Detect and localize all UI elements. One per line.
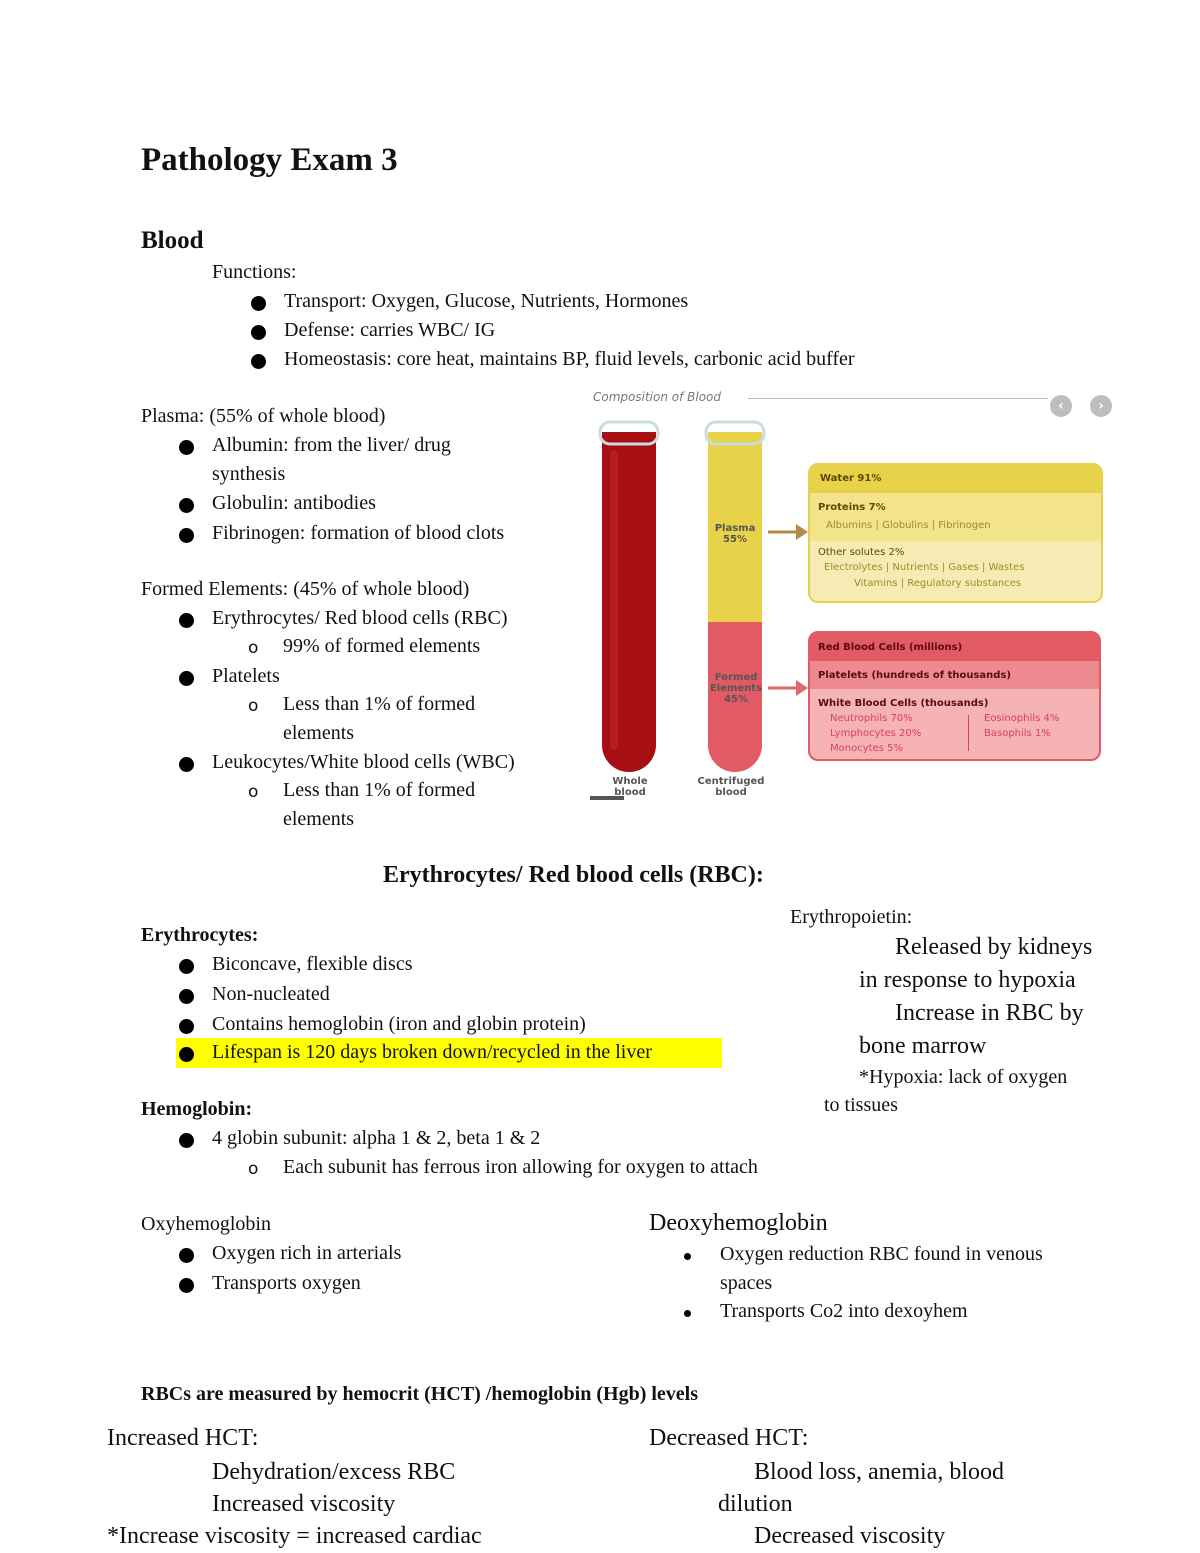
plasma-tube-label: Plasma 55% — [714, 523, 756, 545]
formed-elements-label: Formed Elements: (45% of whole blood) — [141, 578, 470, 600]
bullet-icon — [179, 1047, 194, 1062]
decreased-hct-line2: dilution — [718, 1491, 793, 1517]
wbc-label: White Blood Cells (thousands) — [818, 698, 989, 709]
rbc-section-heading: Erythrocytes/ Red blood cells (RBC): — [383, 862, 764, 888]
bullet-icon — [179, 498, 194, 513]
erythropoietin-line1: Released by kidneys — [895, 934, 1093, 960]
list-item: Platelets — [212, 665, 280, 687]
erythropoietin-line2: in response to hypoxia — [859, 967, 1076, 993]
platelets-label: Platelets (hundreds of thousands) — [818, 670, 1011, 681]
bullet-icon — [684, 1253, 691, 1260]
sub-list-item-continued: elements — [283, 722, 355, 744]
bullet-icon — [179, 613, 194, 628]
bullet-icon — [179, 671, 194, 686]
functions-label: Functions: — [212, 261, 297, 283]
bullet-icon — [179, 757, 194, 772]
list-item: Transports oxygen — [212, 1272, 361, 1294]
erythropoietin-line3: Increase in RBC by — [895, 1000, 1084, 1026]
rbc-label: Red Blood Cells (millions) — [818, 642, 963, 653]
bullet-icon — [251, 354, 266, 369]
sub-list-item-continued: elements — [283, 808, 355, 830]
proteins-types: Albumins | Globulins | Fibrinogen — [826, 520, 991, 531]
increased-hct-line1: Dehydration/excess RBC — [212, 1459, 456, 1485]
increased-hct-line2: Increased viscosity — [212, 1491, 396, 1517]
erythropoietin-label: Erythropoietin: — [790, 906, 913, 928]
highlighted-list-item: Lifespan is 120 days broken down/recycled in the liver — [212, 1041, 652, 1063]
solutes-types: Electrolytes | Nutrients | Gases | Wastes — [824, 562, 1025, 573]
centrifuged-blood-tube — [706, 422, 764, 772]
decreased-hct-line3: Decreased viscosity — [754, 1523, 946, 1549]
monocytes-label: Monocytes 5% — [830, 743, 903, 754]
test-tubes-illustration — [590, 410, 780, 810]
water-label: Water 91% — [820, 473, 882, 484]
decreased-hct-line1: Blood loss, anemia, blood — [754, 1459, 1004, 1485]
list-item: Oxygen rich in arterials — [212, 1242, 402, 1264]
list-item: Contains hemoglobin (iron and globin protein) — [212, 1013, 586, 1035]
formed-tube-label: Formed Elements 45% — [709, 672, 763, 705]
list-item: Transports Co2 into dexoyhem — [720, 1300, 968, 1322]
bullet-icon — [179, 440, 194, 455]
sub-list-item: Less than 1% of formed — [283, 693, 476, 715]
circle-bullet-icon: o — [248, 1159, 259, 1179]
plasma-composition-box — [808, 463, 1103, 603]
list-item: Defense: carries WBC/ IG — [284, 319, 496, 341]
basophils-label: Basophils 1% — [984, 728, 1051, 739]
solutes-types-2: Vitamins | Regulatory substances — [854, 578, 1022, 589]
prev-arrow-icon[interactable]: ‹ — [1050, 395, 1072, 417]
list-item-continued: synthesis — [212, 463, 286, 485]
list-item: Biconcave, flexible discs — [212, 953, 413, 975]
figure-title: Composition of Blood — [593, 390, 722, 404]
whole-blood-tube — [600, 422, 658, 772]
hypoxia-note-continued: to tissues — [824, 1094, 898, 1116]
whole-blood-label: Whole blood — [612, 776, 648, 798]
list-item: Albumin: from the liver/ drug — [212, 434, 451, 456]
bullet-icon — [179, 528, 194, 543]
page-title: Pathology Exam 3 — [141, 142, 398, 178]
formed-elements-arrow-icon — [768, 676, 810, 700]
other-solutes-label: Other solutes 2% — [818, 547, 905, 558]
list-item: Oxygen reduction RBC found in venous — [720, 1243, 1043, 1265]
bullet-icon — [179, 1019, 194, 1034]
list-item: Globulin: antibodies — [212, 492, 376, 514]
increased-hct-label: Increased HCT: — [107, 1425, 259, 1451]
bullet-icon — [684, 1310, 691, 1317]
circle-bullet-icon: o — [248, 782, 259, 802]
proteins-label: Proteins 7% — [818, 502, 886, 513]
next-arrow-icon[interactable]: › — [1090, 395, 1112, 417]
plasma-arrow-icon — [768, 520, 810, 544]
formed-elements-composition-box — [808, 631, 1101, 761]
sub-list-item: 99% of formed elements — [283, 635, 481, 657]
circle-bullet-icon: o — [248, 696, 259, 716]
hypoxia-note: *Hypoxia: lack of oxygen — [859, 1066, 1068, 1088]
bullet-icon — [179, 959, 194, 974]
decreased-hct-label: Decreased HCT: — [649, 1425, 809, 1451]
list-item: 4 globin subunit: alpha 1 & 2, beta 1 & 2 — [212, 1127, 541, 1149]
eosinophils-label: Eosinophils 4% — [984, 713, 1060, 724]
plasma-label: Plasma: (55% of whole blood) — [141, 405, 386, 427]
increased-hct-note: *Increase viscosity = increased cardiac — [107, 1523, 482, 1549]
circle-bullet-icon: o — [248, 638, 259, 658]
bullet-icon — [179, 1278, 194, 1293]
bullet-icon — [251, 325, 266, 340]
list-item: Non-nucleated — [212, 983, 330, 1005]
figure-divider — [748, 398, 1048, 399]
blood-heading: Blood — [141, 227, 204, 254]
oxyhemoglobin-label: Oxyhemoglobin — [141, 1213, 271, 1235]
neutrophils-label: Neutrophils 70% — [830, 713, 913, 724]
bullet-icon — [179, 989, 194, 1004]
hct-heading: RBCs are measured by hemocrit (HCT) /hemoglobin (Hgb) levels — [141, 1383, 699, 1405]
deoxyhemoglobin-label: Deoxyhemoglobin — [649, 1210, 828, 1236]
bullet-icon — [179, 1248, 194, 1263]
lymphocytes-label: Lymphocytes 20% — [830, 728, 922, 739]
list-item-continued: spaces — [720, 1272, 773, 1294]
list-item: Homeostasis: core heat, maintains BP, fluid levels, carbonic acid buffer — [284, 348, 855, 370]
erythrocytes-label: Erythrocytes: — [141, 924, 259, 946]
list-item: Erythrocytes/ Red blood cells (RBC) — [212, 607, 508, 629]
centrifuged-blood-label: Centrifuged blood — [697, 776, 765, 798]
sub-list-item: Less than 1% of formed — [283, 779, 476, 801]
list-item: Leukocytes/White blood cells (WBC) — [212, 751, 515, 773]
sub-list-item: Each subunit has ferrous iron allowing for oxygen to attach — [283, 1156, 758, 1178]
erythropoietin-line4: bone marrow — [859, 1033, 987, 1059]
list-item: Fibrinogen: formation of blood clots — [212, 522, 505, 544]
list-item: Transport: Oxygen, Glucose, Nutrients, Hormones — [284, 290, 689, 312]
bullet-icon — [179, 1133, 194, 1148]
bullet-icon — [251, 296, 266, 311]
hemoglobin-label: Hemoglobin: — [141, 1098, 253, 1120]
